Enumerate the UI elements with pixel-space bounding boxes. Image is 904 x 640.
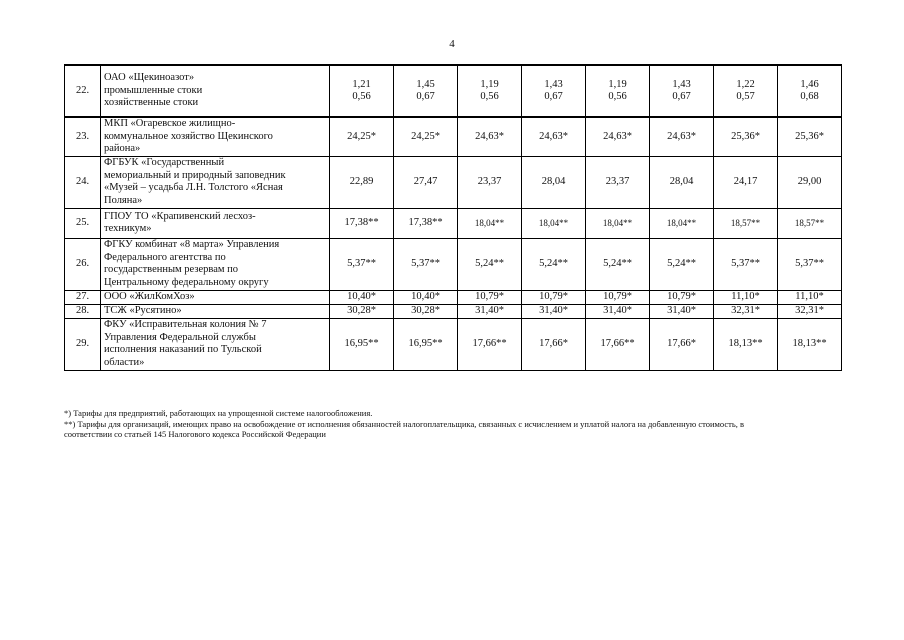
- tariff-value: 22,89: [330, 156, 394, 208]
- table-row: [65, 117, 842, 156]
- organization-name-line: «Музей – усадьба Л.Н. Толстого «Ясная: [104, 182, 283, 193]
- organization-name-line: района»: [104, 143, 141, 154]
- organization-name: [101, 238, 330, 290]
- tariff-value: 1,46 0,68: [778, 65, 842, 117]
- tariff-value: 5,37**: [714, 238, 778, 290]
- organization-name: [101, 318, 330, 370]
- tariff-value: 25,36*: [714, 117, 778, 156]
- tariff-value: 16,95**: [394, 318, 458, 370]
- row-number: 25.: [65, 208, 101, 238]
- organization-name-line: Поляна»: [104, 194, 143, 206]
- organization-name-line: промышленные стоки: [104, 84, 203, 96]
- tariff-table: [64, 64, 842, 371]
- tariff-value: 18,57**: [714, 208, 778, 238]
- organization-name-line: МКП «Огаревское жилищно-: [104, 118, 236, 129]
- tariff-value: 17,66*: [650, 318, 714, 370]
- tariff-value: 11,10*: [714, 290, 778, 304]
- tariff-value: 5,24**: [650, 238, 714, 290]
- tariff-value: 25,36*: [778, 117, 842, 156]
- row-number: 22.: [65, 65, 101, 117]
- organization-name-line: Центральному федеральному округу: [104, 276, 269, 288]
- tariff-value: 5,37**: [394, 238, 458, 290]
- organization-name: [101, 208, 330, 238]
- footnote-simplified-tax: *) Тарифы для предприятий, работающих на упрощенной системе налогообложения.: [64, 408, 373, 418]
- organization-name-line: ООО «ЖилКомХоз»: [104, 290, 195, 302]
- organization-name-line: ФГБУК «Государственный: [104, 157, 225, 168]
- tariff-value: 17,38**: [330, 208, 394, 238]
- tariff-value: 1,45 0,67: [394, 65, 458, 117]
- tariff-value: 32,31*: [778, 304, 842, 318]
- organization-name-line: исполнения наказаний по Тульской: [104, 344, 262, 355]
- organization-name-line: Управления Федеральной службы: [104, 331, 256, 343]
- tariff-value: 1,22 0,57: [714, 65, 778, 117]
- organization-name: [101, 156, 330, 208]
- row-number: 24.: [65, 156, 101, 208]
- page-number: 4: [449, 38, 455, 50]
- table-row: [65, 156, 842, 208]
- organization-name: [101, 290, 330, 304]
- table-row: [65, 238, 842, 290]
- organization-name-line: ФКУ «Исправительная колония № 7: [104, 319, 267, 330]
- row-number: 29.: [65, 318, 101, 370]
- tariff-value: 24,17: [714, 156, 778, 208]
- tariff-value: 16,95**: [330, 318, 394, 370]
- tariff-value: 18,04**: [650, 208, 714, 238]
- tariff-value: 23,37: [458, 156, 522, 208]
- tariff-value: 17,66*: [522, 318, 586, 370]
- organization-name-line: ОАО «Щекиноазот»: [104, 72, 195, 84]
- table-row: [65, 290, 842, 304]
- tariff-value: 29,00: [778, 156, 842, 208]
- tariff-value: 30,28*: [330, 304, 394, 318]
- tariff-value: 1,43 0,67: [522, 65, 586, 117]
- footnote-vat-exempt-cont: соответствии со статьей 145 Налогового кодекса Российской Федерации: [64, 429, 326, 439]
- tariff-value: 10,40*: [394, 290, 458, 304]
- organization-name-line: ГПОУ ТО «Крапивенский лесхоз-: [104, 210, 256, 222]
- tariff-value: 31,40*: [458, 304, 522, 318]
- tariff-value: 18,04**: [522, 208, 586, 238]
- tariff-value: 18,04**: [586, 208, 650, 238]
- tariff-value: 10,79*: [586, 290, 650, 304]
- tariff-value: 24,63*: [458, 117, 522, 156]
- tariff-value: 1,19 0,56: [586, 65, 650, 117]
- tariff-value: 23,37: [586, 156, 650, 208]
- table-row: [65, 65, 842, 117]
- tariff-value: 5,24**: [586, 238, 650, 290]
- table-row: [65, 304, 842, 318]
- organization-name-line: хозяйственные стоки: [104, 97, 199, 109]
- organization-name-line: ТСЖ «Русятино»: [104, 304, 182, 316]
- tariff-value: 1,21 0,56: [330, 65, 394, 117]
- footnote-vat-exempt: **) Тарифы для организаций, имеющих право на освобождение от исполнения обязанностей налогоплательщика, связанных с исчислением и уплатой налога на добавленную стоимость, в: [64, 418, 745, 429]
- tariff-value: 11,10*: [778, 290, 842, 304]
- tariff-value: 5,24**: [522, 238, 586, 290]
- tariff-value: 1,19 0,56: [458, 65, 522, 117]
- tariff-value: 31,40*: [650, 304, 714, 318]
- tariff-value: 18,57**: [778, 208, 842, 238]
- tariff-value: 5,37**: [330, 238, 394, 290]
- organization-name-line: мемориальный и природный заповедник: [104, 169, 286, 181]
- table-row: [65, 318, 842, 370]
- organization-name-line: коммунальное хозяйство Щекинского: [104, 130, 273, 142]
- tariff-value: 28,04: [650, 156, 714, 208]
- organization-name-line: Федерального агентства по: [104, 251, 226, 263]
- tariff-value: 31,40*: [586, 304, 650, 318]
- tariff-value: 5,24**: [458, 238, 522, 290]
- tariff-value: 28,04: [522, 156, 586, 208]
- tariff-value: 10,79*: [522, 290, 586, 304]
- organization-name: [101, 117, 330, 156]
- tariff-value: 24,63*: [650, 117, 714, 156]
- tariff-value: 10,79*: [650, 290, 714, 304]
- tariff-value: 24,25*: [394, 117, 458, 156]
- tariff-value: 1,43 0,67: [650, 65, 714, 117]
- tariff-value: 5,37**: [778, 238, 842, 290]
- tariff-value: 17,66**: [458, 318, 522, 370]
- tariff-value: 10,79*: [458, 290, 522, 304]
- tariff-value: 17,38**: [394, 208, 458, 238]
- tariff-value: 18,04**: [458, 208, 522, 238]
- footnotes: [64, 408, 854, 440]
- tariff-value: 30,28*: [394, 304, 458, 318]
- tariff-value: 24,63*: [522, 117, 586, 156]
- organization-name-line: области»: [104, 356, 145, 368]
- table-row: [65, 208, 842, 238]
- organization-name-line: техникум»: [104, 223, 152, 234]
- organization-name: [101, 304, 330, 318]
- organization-name: [101, 65, 330, 117]
- row-number: 26.: [65, 238, 101, 290]
- tariff-value: 27,47: [394, 156, 458, 208]
- row-number: 27.: [65, 290, 101, 304]
- tariff-value: 32,31*: [714, 304, 778, 318]
- tariff-value: 24,63*: [586, 117, 650, 156]
- tariff-value: 17,66**: [586, 318, 650, 370]
- tariff-value: 24,25*: [330, 117, 394, 156]
- row-number: 28.: [65, 304, 101, 318]
- tariff-value: 31,40*: [522, 304, 586, 318]
- organization-name-line: ФГКУ комбинат «8 марта» Управления: [104, 239, 280, 250]
- tariff-value: 18,13**: [714, 318, 778, 370]
- organization-name-line: государственным резервам по: [104, 264, 239, 275]
- tariff-value: 18,13**: [778, 318, 842, 370]
- tariff-value: 10,40*: [330, 290, 394, 304]
- row-number: 23.: [65, 117, 101, 156]
